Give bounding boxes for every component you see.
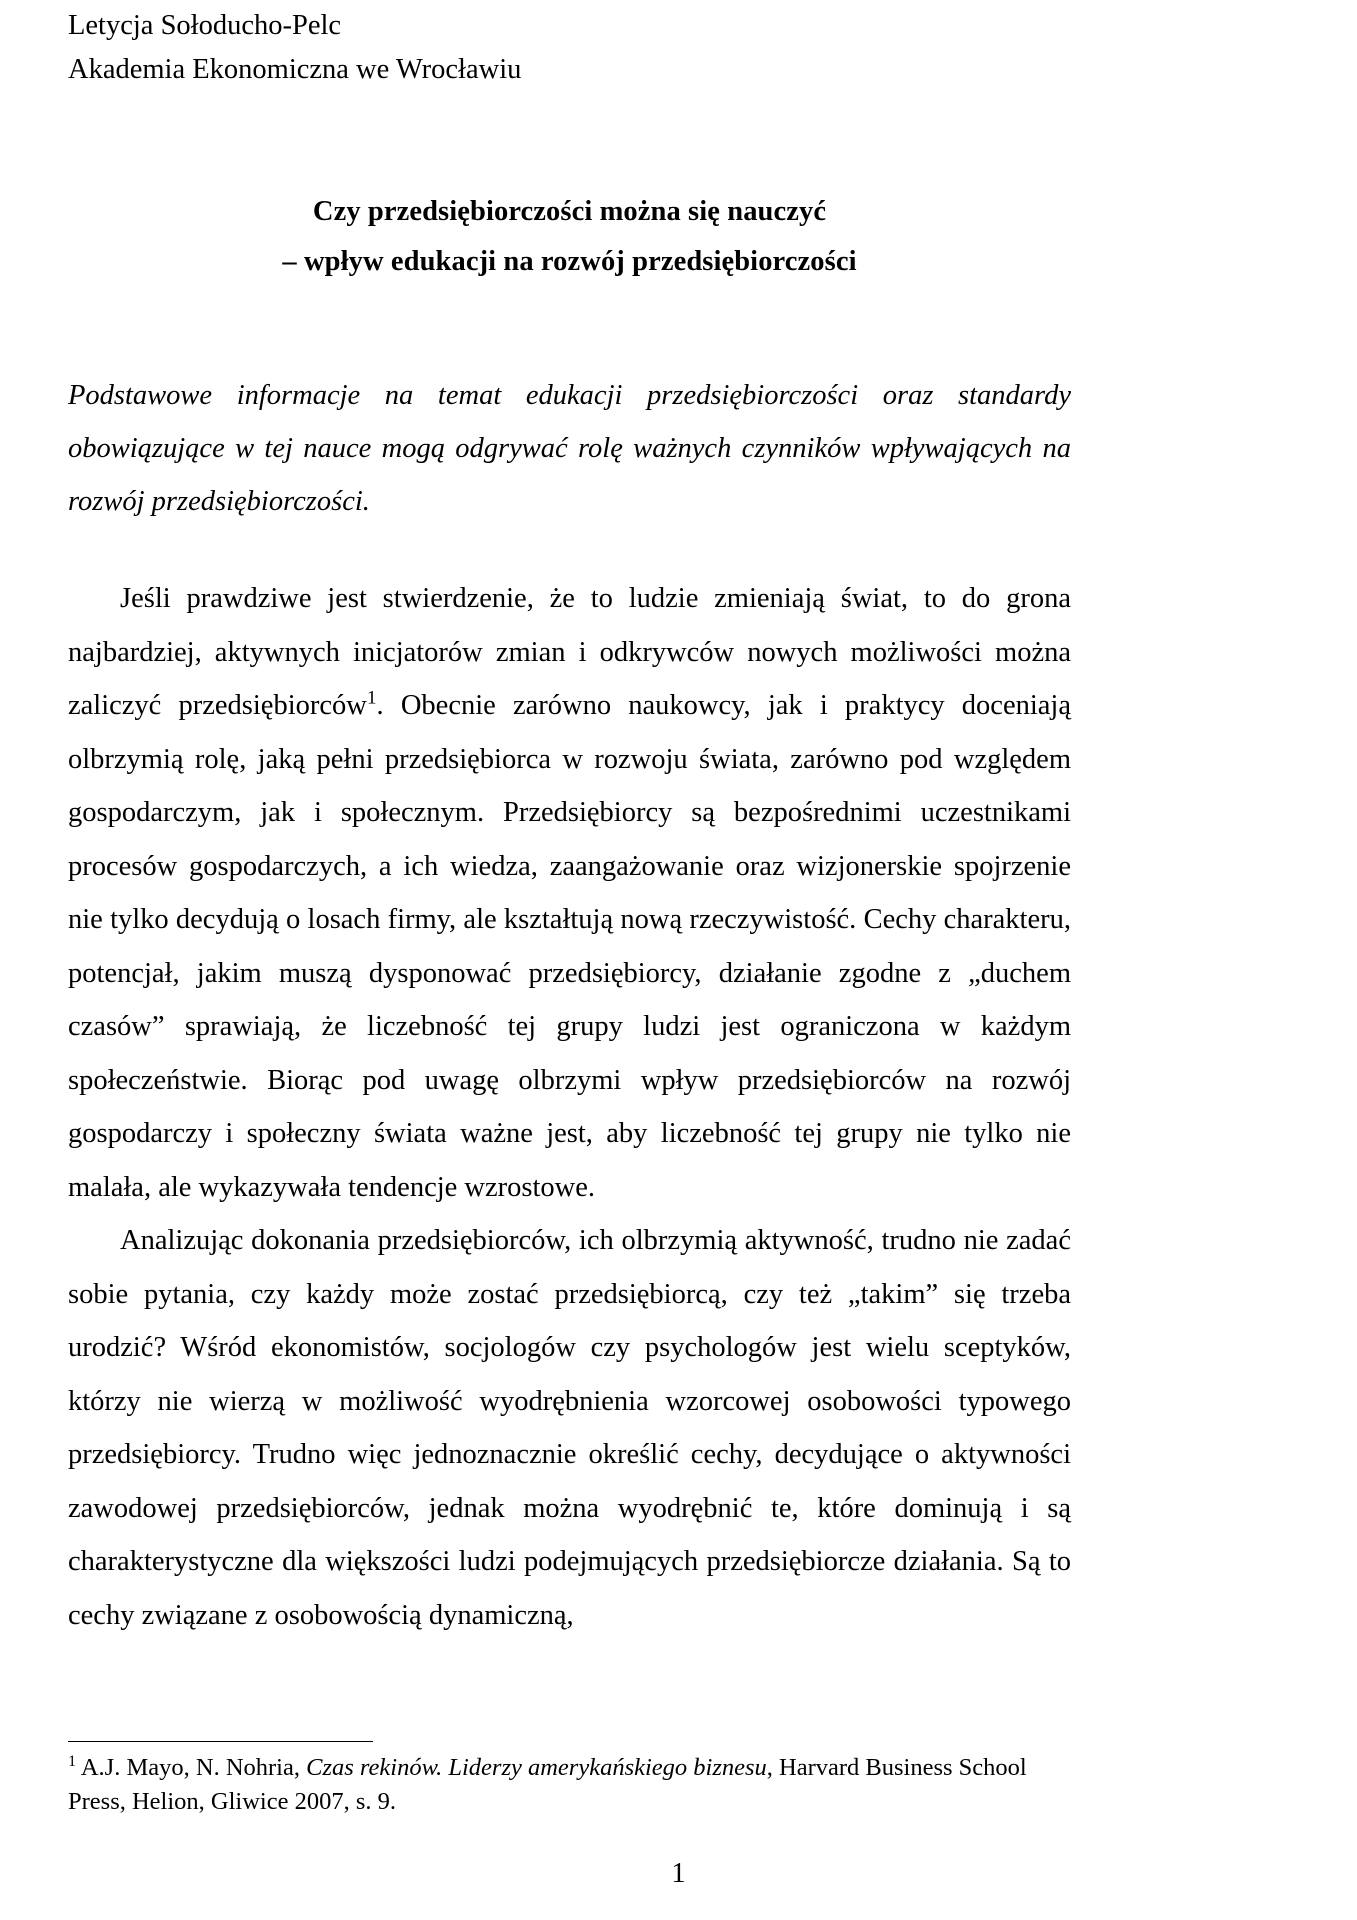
title-line-2: – wpływ edukacji na rozwój przedsiębiorczości [282,246,857,277]
paragraph-1-text-before-ref: Jeśli prawdziwe jest stwierdzenie, że to ludzie zmieniają świat, to do grona najbardziej, aktywnych inicjatorów zmian i odkrywców nowych możliwości można zaliczyć przedsiębiorców [68,583,1071,721]
author-name: Letycja Sołoducho-Pelc [68,10,342,41]
body-paragraph-2 [68,1214,1071,1642]
affiliation-name: Akademia Ekonomiczna we Wrocławiu [68,54,522,85]
page-content [68,0,1071,1642]
abstract-text: Podstawowe informacje na temat edukacji przedsiębiorczości oraz standardy obowiązujące w tej nauce mogą odgrywać rolę ważnych czynników wpływających na rozwój przedsiębiorczości. [68,380,1071,517]
footnote-separator-rule [68,1741,373,1742]
footnote-item-1 [68,1751,1071,1819]
footnote-authors: A.J. Mayo, N. Nohria, [80,1754,307,1781]
paragraph-2-text: Analizując dokonania przedsiębiorców, ich olbrzymią aktywność, trudno nie zadać sobie pytania, czy każdy może zostać przedsiębiorcą, czy też „takim” się trzeba urodzić? Wśród ekonomistów, socjologów czy psychologów jest wielu sceptyków, którzy nie wierzą w możliwość wyodrębnienia wzorcowej osobowości typowego przedsiębiorcy. Trudno więc jednoznacznie określić cechy, decydujące o aktywności zawodowej przedsiębiorców, jednak można wyodrębnić te, które dominują i są charakterystyczne dla większości ludzi podejmujących przedsiębiorcze działania. Są to cechy związane z osobowością dynamiczną, [68,1225,1071,1631]
title-line-1: Czy przedsiębiorczości można się nauczyć [312,196,827,227]
author-affiliation-block [68,0,1071,92]
footnote-publisher: , Harvard Business School Press, Helion, Gliwice 2007, s. 9. [68,1754,1027,1815]
footnote-marker-1: 1 [68,1752,77,1770]
footnote-reference-1[interactable]: 1 [366,687,377,709]
footnote-work-title: Czas rekinów. Liderzy amerykańskiego biznesu [306,1754,767,1781]
paragraph-1-text-after-ref: . Obecnie zarówno naukowcy, jak i praktycy doceniają olbrzymią rolę, jaką pełni przedsiębiorca w rozwoju świata, zarówno pod względem gospodarczym, jak i społecznym. Przedsiębiorcy są bezpośrednimi uczestnikami procesów gospodarczych, a ich wiedza, zaangażowanie oraz wizjonerskie spojrzenie nie tylko decydują o losach firmy, ale kształtują nową rzeczywistość. Cechy charakteru, potencjał, jakim muszą dysponować przedsiębiorcy, działanie zgodne z „duchem czasów” sprawiają, że liczebność tej grupy ludzi jest ograniczona w każdym społeczeństwie. Biorąc pod uwagę olbrzymi wpływ przedsiębiorców na rozwój gospodarczy i społeczny świata ważne jest, aby liczebność tej grupy nie tylko nie malała, ale wykazywała tendencje wzrostowe. [68,690,1071,1203]
body-text [68,572,1071,1642]
page-number: 1 [671,1858,686,1889]
page-title [68,187,1071,287]
footnote-area [68,1741,1071,1819]
body-paragraph-1 [68,572,1071,1214]
